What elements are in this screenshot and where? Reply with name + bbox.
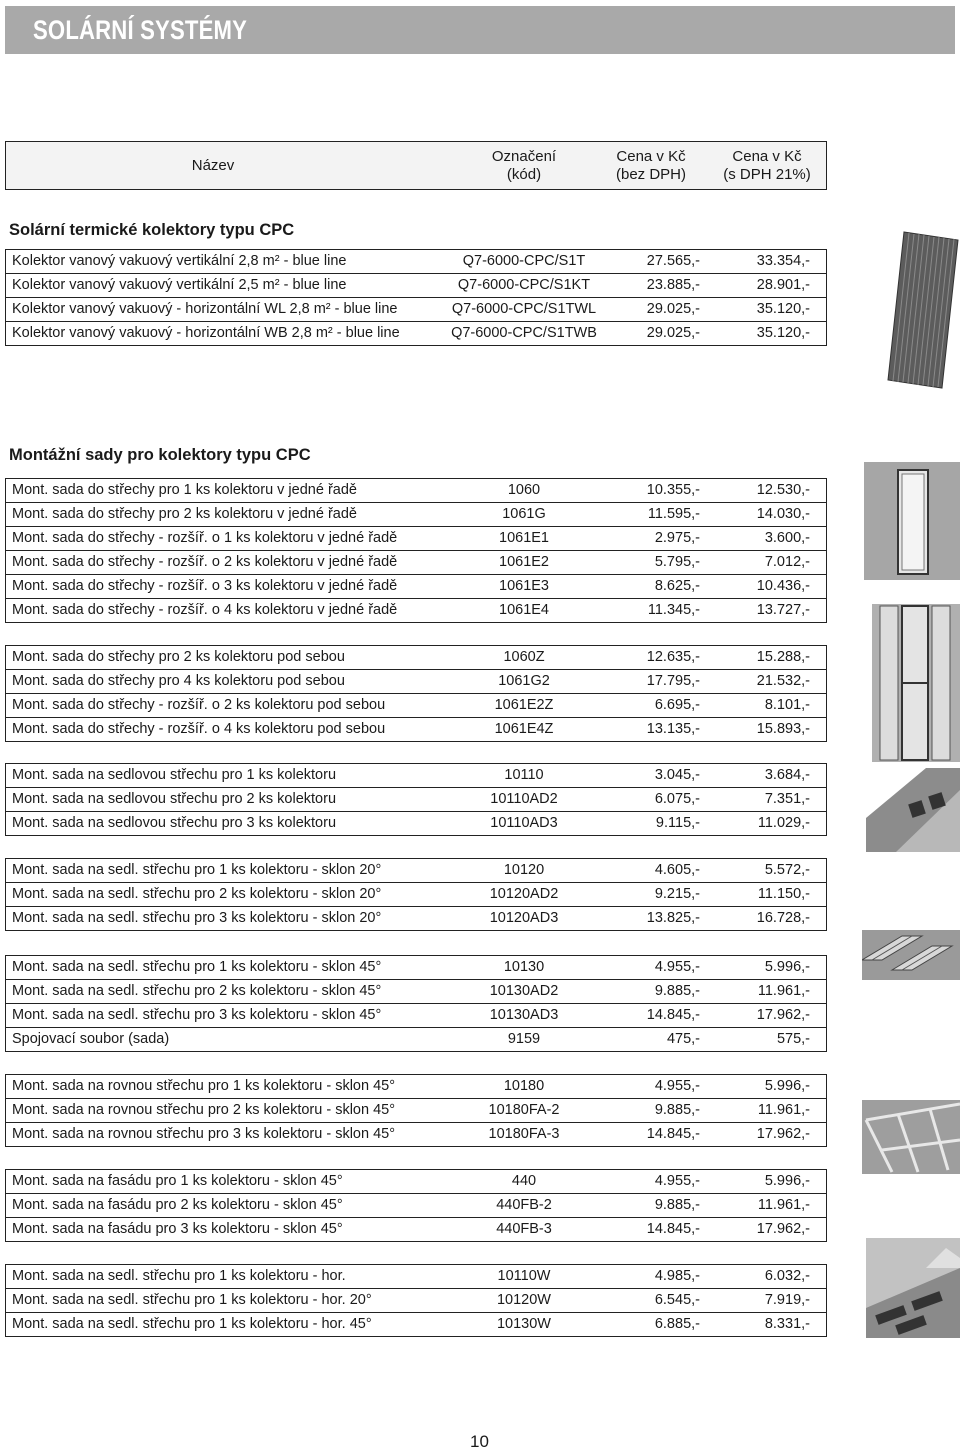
price-excl-vat: 4.605,-	[654, 862, 700, 878]
price-incl-vat: 5.996,-	[764, 959, 810, 975]
price-incl-vat: 14.030,-	[756, 506, 810, 522]
price-excl-vat: 9.885,-	[654, 1197, 700, 1213]
tilted-collectors-roof-image	[862, 930, 960, 980]
table-row	[5, 249, 827, 274]
price-incl-vat: 10.436,-	[756, 578, 810, 594]
product-code: 10130W	[496, 1316, 551, 1332]
table-row	[5, 718, 827, 742]
product-code: Q7-6000-CPC/S1T	[462, 253, 586, 269]
section-title-mounting: Montážní sady pro kolektory typu CPC	[9, 446, 311, 464]
price-incl-vat: 11.961,-	[757, 983, 810, 999]
price-excl-vat: 4.955,-	[654, 959, 700, 975]
product-name: Mont. sada na rovnou střechu pro 3 ks kolektoru - sklon 45°	[12, 1126, 395, 1142]
product-name: Kolektor vanový vakuový vertikální 2,8 m² - blue line	[12, 253, 347, 269]
table-row	[5, 551, 827, 575]
product-name: Kolektor vanový vakuový - horizontální WL 2,8 m² - blue line	[12, 301, 398, 317]
table-row	[5, 883, 827, 907]
table-row	[5, 670, 827, 694]
table-row	[5, 1004, 827, 1028]
table-row	[5, 1218, 827, 1242]
product-name: Mont. sada na sedl. střechu pro 2 ks kolektoru - sklon 45°	[12, 983, 382, 999]
price-excl-vat: 14.845,-	[646, 1007, 700, 1023]
header-price-vat-line2: (s DPH 21%)	[723, 165, 811, 183]
in-roof-single-row-image	[864, 462, 960, 580]
product-code: 1060	[507, 482, 541, 498]
product-code: 10110W	[497, 1268, 551, 1284]
price-incl-vat: 12.530,-	[756, 482, 810, 498]
price-excl-vat: 6.545,-	[654, 1292, 700, 1308]
price-incl-vat: 575,-	[776, 1031, 810, 1047]
product-name: Mont. sada do střechy - rozšíř. o 2 ks kolektoru v jedné řadě	[12, 554, 398, 570]
product-code: 10130AD2	[489, 983, 559, 999]
price-incl-vat: 17.962,-	[756, 1007, 810, 1023]
table-row	[5, 1289, 827, 1313]
product-code: 9159	[507, 1031, 541, 1047]
product-name: Mont. sada na sedl. střechu pro 1 ks kolektoru - sklon 45°	[12, 959, 382, 975]
price-excl-vat: 9.885,-	[654, 1102, 700, 1118]
price-incl-vat: 5.996,-	[764, 1078, 810, 1094]
header-price	[596, 142, 706, 189]
product-name: Mont. sada do střechy pro 1 ks kolektoru v jedné řadě	[12, 482, 357, 498]
product-name: Mont. sada na rovnou střechu pro 2 ks kolektoru - sklon 45°	[12, 1102, 395, 1118]
product-code: 440FB-3	[496, 1221, 552, 1237]
table-row	[5, 858, 827, 883]
product-name: Mont. sada na sedlovou střechu pro 2 ks kolektoru	[12, 791, 337, 807]
product-name: Mont. sada do střechy - rozšíř. o 4 ks kolektoru pod sebou	[12, 721, 386, 737]
price-incl-vat: 11.961,-	[757, 1102, 810, 1118]
product-name: Mont. sada na sedlovou střechu pro 3 ks kolektoru	[12, 815, 337, 831]
product-name: Mont. sada na sedl. střechu pro 1 ks kolektoru - sklon 20°	[12, 862, 382, 878]
table-row	[5, 1313, 827, 1337]
price-incl-vat: 11.029,-	[757, 815, 810, 831]
price-excl-vat: 10.355,-	[646, 482, 700, 498]
product-name: Mont. sada na sedl. střechu pro 1 ks kolektoru - hor. 20°	[12, 1292, 372, 1308]
price-incl-vat: 8.101,-	[764, 697, 810, 713]
product-name: Spojovací soubor (sada)	[12, 1031, 170, 1047]
price-incl-vat: 11.961,-	[757, 1197, 810, 1213]
product-name: Mont. sada do střechy pro 4 ks kolektoru pod sebou	[12, 673, 345, 689]
table-row	[5, 1028, 827, 1052]
table-row	[5, 1123, 827, 1147]
product-name: Mont. sada do střechy - rozšíř. o 1 ks kolektoru v jedné řadě	[12, 530, 398, 546]
price-incl-vat: 11.150,-	[757, 886, 810, 902]
header-price-line1: Cena v Kč	[616, 147, 686, 165]
product-code: Q7-6000-CPC/S1KT	[457, 277, 591, 293]
header-name-label: Název	[191, 156, 235, 174]
table-row	[5, 788, 827, 812]
product-name: Mont. sada na fasádu pro 2 ks kolektoru - sklon 45°	[12, 1197, 343, 1213]
price-excl-vat: 14.845,-	[646, 1126, 700, 1142]
header-name	[6, 142, 420, 189]
price-excl-vat: 5.795,-	[654, 554, 700, 570]
product-code: 1061G2	[498, 673, 550, 689]
price-excl-vat: 12.635,-	[646, 649, 700, 665]
header-price-vat	[706, 142, 828, 189]
header-price-line2: (bez DPH)	[615, 165, 686, 183]
horizontal-collectors-roof-image	[866, 1238, 960, 1338]
table-row	[5, 907, 827, 931]
price-excl-vat: 475,-	[666, 1031, 700, 1047]
table-row	[5, 274, 827, 298]
table-row	[5, 298, 827, 322]
product-code: 10180	[503, 1078, 545, 1094]
price-excl-vat: 14.845,-	[646, 1221, 700, 1237]
price-excl-vat: 2.975,-	[654, 530, 700, 546]
price-excl-vat: 27.565,-	[646, 253, 700, 269]
price-incl-vat: 17.962,-	[756, 1221, 810, 1237]
product-code: 10120W	[496, 1292, 551, 1308]
table-row	[5, 527, 827, 551]
product-name: Mont. sada na sedl. střechu pro 1 ks kolektoru - hor. 45°	[12, 1316, 372, 1332]
table-row	[5, 1194, 827, 1218]
product-code: 10130AD3	[489, 1007, 559, 1023]
price-incl-vat: 35.120,-	[756, 325, 810, 341]
product-code: 10110	[504, 767, 544, 783]
price-incl-vat: 8.331,-	[764, 1316, 810, 1332]
product-name: Mont. sada na fasádu pro 3 ks kolektoru - sklon 45°	[12, 1221, 343, 1237]
page-number: 10	[470, 1432, 489, 1451]
price-excl-vat: 3.045,-	[654, 767, 700, 783]
table-row	[5, 322, 827, 346]
product-name: Mont. sada na sedl. střechu pro 3 ks kolektoru - sklon 20°	[12, 910, 382, 926]
product-name: Mont. sada do střechy pro 2 ks kolektoru pod sebou	[12, 649, 345, 665]
price-excl-vat: 11.595,-	[647, 506, 700, 522]
product-name: Kolektor vanový vakuový - horizontální WB 2,8 m² - blue line	[12, 325, 400, 341]
product-name: Mont. sada na sedl. střechu pro 2 ks kolektoru - sklon 20°	[12, 886, 382, 902]
product-code: 1061E4Z	[494, 721, 554, 737]
product-name: Mont. sada do střechy pro 2 ks kolektoru v jedné řadě	[12, 506, 357, 522]
product-code: 10120AD2	[489, 886, 559, 902]
price-excl-vat: 6.695,-	[654, 697, 700, 713]
page-banner	[5, 6, 955, 54]
price-excl-vat: 11.345,-	[647, 602, 700, 618]
table-row	[5, 694, 827, 718]
product-code: 440FB-2	[496, 1197, 552, 1213]
price-excl-vat: 13.825,-	[646, 910, 700, 926]
table-row	[5, 645, 827, 670]
header-code-line2: (kód)	[506, 165, 542, 183]
product-code: 1061E3	[499, 578, 549, 594]
table-row	[5, 1169, 827, 1194]
price-incl-vat: 13.727,-	[756, 602, 810, 618]
header-code-line1: Označení	[491, 147, 557, 165]
table-row	[5, 478, 827, 503]
table-header	[5, 141, 827, 190]
price-excl-vat: 6.885,-	[654, 1316, 700, 1332]
table-row	[5, 955, 827, 980]
price-incl-vat: 15.288,-	[756, 649, 810, 665]
product-code: 1061E1	[499, 530, 549, 546]
price-incl-vat: 15.893,-	[756, 721, 810, 737]
price-incl-vat: 16.728,-	[756, 910, 810, 926]
price-excl-vat: 29.025,-	[646, 301, 700, 317]
table-row	[5, 575, 827, 599]
product-name: Mont. sada na sedl. střechu pro 1 ks kolektoru - hor.	[12, 1268, 346, 1284]
product-code: 1061G	[502, 506, 546, 522]
product-code: 440	[511, 1173, 537, 1189]
price-excl-vat: 4.985,-	[654, 1268, 700, 1284]
product-code: 1061E2Z	[494, 697, 554, 713]
price-incl-vat: 3.684,-	[764, 767, 810, 783]
flat-roof-frame-image	[862, 1100, 960, 1174]
price-excl-vat: 9.215,-	[654, 886, 700, 902]
table-row	[5, 1264, 827, 1289]
price-incl-vat: 28.901,-	[756, 277, 810, 293]
in-roof-stacked-image	[872, 604, 960, 762]
header-code	[424, 142, 624, 189]
product-code: 10120	[503, 862, 545, 878]
price-incl-vat: 35.120,-	[756, 301, 810, 317]
price-excl-vat: 8.625,-	[654, 578, 700, 594]
price-incl-vat: 33.354,-	[756, 253, 810, 269]
product-code: 10110AD3	[490, 815, 558, 831]
product-code: 10180FA-3	[488, 1126, 560, 1142]
price-incl-vat: 3.600,-	[764, 530, 810, 546]
table-row	[5, 599, 827, 623]
table-row	[5, 1074, 827, 1099]
price-excl-vat: 13.135,-	[646, 721, 700, 737]
price-excl-vat: 6.075,-	[654, 791, 700, 807]
product-code: 1060Z	[503, 649, 545, 665]
section-title-collectors: Solární termické kolektory typu CPC	[9, 221, 295, 239]
price-excl-vat: 17.795,-	[646, 673, 700, 689]
price-excl-vat: 23.885,-	[646, 277, 700, 293]
gable-roof-image	[866, 768, 960, 852]
price-incl-vat: 7.919,-	[764, 1292, 810, 1308]
banner-title: SOLÁRNÍ SYSTÉMY	[33, 15, 248, 45]
product-code: Q7-6000-CPC/S1TWB	[451, 325, 597, 341]
product-code: 10120AD3	[489, 910, 559, 926]
price-incl-vat: 6.032,-	[764, 1268, 810, 1284]
price-incl-vat: 5.996,-	[764, 1173, 810, 1189]
table-row	[5, 980, 827, 1004]
product-name: Mont. sada do střechy - rozšíř. o 2 ks kolektoru pod sebou	[12, 697, 386, 713]
product-code: 10180FA-2	[488, 1102, 560, 1118]
product-name: Mont. sada na fasádu pro 1 ks kolektoru - sklon 45°	[12, 1173, 343, 1189]
table-row	[5, 503, 827, 527]
price-excl-vat: 4.955,-	[654, 1078, 700, 1094]
product-name: Mont. sada na sedlovou střechu pro 1 ks kolektoru	[12, 767, 337, 783]
price-incl-vat: 7.351,-	[764, 791, 810, 807]
price-excl-vat: 9.885,-	[654, 983, 700, 999]
price-excl-vat: 4.955,-	[654, 1173, 700, 1189]
price-incl-vat: 5.572,-	[764, 862, 810, 878]
price-excl-vat: 29.025,-	[646, 325, 700, 341]
product-name: Mont. sada do střechy - rozšíř. o 4 ks kolektoru v jedné řadě	[12, 602, 398, 618]
product-name: Mont. sada na rovnou střechu pro 1 ks kolektoru - sklon 45°	[12, 1078, 395, 1094]
product-name: Kolektor vanový vakuový vertikální 2,5 m² - blue line	[12, 277, 347, 293]
price-incl-vat: 21.532,-	[756, 673, 810, 689]
collector-vertical-image	[884, 230, 960, 390]
product-code: 1061E4	[499, 602, 549, 618]
table-row	[5, 1099, 827, 1123]
product-code: 10110AD2	[490, 791, 558, 807]
product-code: 1061E2	[499, 554, 549, 570]
header-price-vat-line1: Cena v Kč	[732, 147, 802, 165]
price-incl-vat: 7.012,-	[764, 554, 810, 570]
product-code: Q7-6000-CPC/S1TWL	[451, 301, 597, 317]
product-code: 10130	[503, 959, 545, 975]
product-name: Mont. sada do střechy - rozšíř. o 3 ks kolektoru v jedné řadě	[12, 578, 398, 594]
table-row	[5, 812, 827, 836]
price-incl-vat: 17.962,-	[756, 1126, 810, 1142]
product-name: Mont. sada na sedl. střechu pro 3 ks kolektoru - sklon 45°	[12, 1007, 382, 1023]
price-excl-vat: 9.115,-	[655, 815, 700, 831]
table-row	[5, 763, 827, 788]
